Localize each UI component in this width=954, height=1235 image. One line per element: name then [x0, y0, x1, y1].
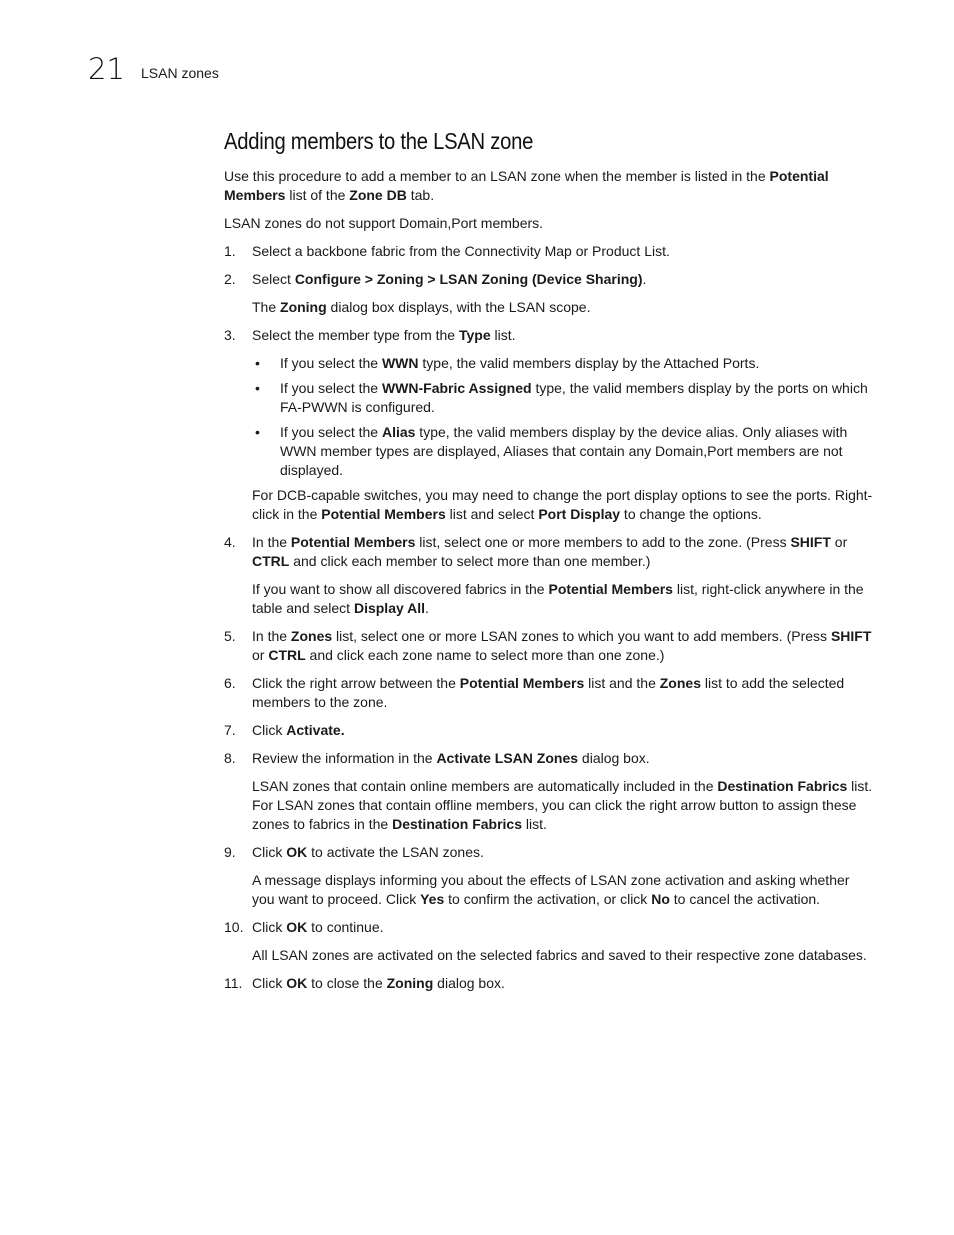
step-note: LSAN zones that contain online members are automatically included in the Destination Fabrics list. For LSAN zones that contain offline members, you can click the right arrow button to assign these zones to fabrics in the Destination Fabrics list. — [252, 778, 873, 832]
step-number: 7. — [224, 722, 236, 738]
ui-term: Potential Members — [224, 168, 829, 203]
step-number: 5. — [224, 628, 236, 644]
intro-paragraph: Use this procedure to add a member to an LSAN zone when the member is listed in the Potential Members list of the Zone DB tab. — [224, 168, 829, 203]
ui-term: Potential Members — [290, 534, 416, 550]
ui-term: Potential Members — [321, 506, 446, 522]
step-number: 8. — [224, 750, 236, 766]
step-number: 11. — [224, 975, 243, 991]
step-number: 1. — [224, 243, 236, 259]
step-item: 5. In the Zones list, select one or more LSAN zones to which you want to add members. (Press SHIFT or CTRL and click each zone name to select more than one zone.) — [224, 628, 872, 663]
step-item: 7. Click Activate. — [224, 722, 345, 738]
bullet-icon: • — [255, 380, 260, 396]
ui-term: Activate. — [286, 722, 345, 738]
ui-term: Destination Fabrics — [392, 816, 522, 832]
ui-term: WWN — [381, 355, 419, 371]
ui-term: Zones — [659, 675, 701, 691]
ui-term: Zones — [290, 628, 333, 644]
ui-term: Zoning — [280, 299, 327, 315]
ui-term: SHIFT — [830, 628, 872, 644]
step-item: 1. Select a backbone fabric from the Connectivity Map or Product List. — [224, 243, 670, 259]
ui-term: No — [651, 891, 670, 907]
intro — [224, 167, 874, 233]
step-note: A message displays informing you about the effects of LSAN zone activation and asking whether you want to proceed. Click Yes to confirm the activation, or click No to cancel the activation. — [252, 872, 850, 907]
ui-term: OK — [286, 919, 308, 935]
step-note: For DCB-capable switches, you may need to change the port display options to see the ports. Right-click in the Potential Members list and select Port Display to change the options. — [252, 487, 873, 522]
ui-term: Type — [458, 327, 491, 343]
intro-paragraph: LSAN zones do not support Domain,Port members. — [224, 215, 544, 231]
ui-term: Destination Fabrics — [717, 778, 848, 794]
step-item: 3. Select the member type from the Type list. — [224, 327, 516, 343]
step-number: 3. — [224, 327, 236, 343]
step-note: The Zoning dialog box displays, with the LSAN scope. — [252, 299, 591, 315]
bullet-icon: • — [255, 355, 260, 371]
bullet-icon: • — [255, 424, 260, 440]
main-content — [224, 128, 874, 1002]
ui-term: WWN-Fabric Assigned — [381, 380, 532, 396]
step-item: 10. Click OK to continue. — [224, 919, 384, 935]
ui-term: Potential Members — [548, 581, 673, 597]
step-number: 10. — [224, 919, 244, 935]
ui-term: Alias — [381, 424, 416, 440]
step-item: 4. In the Potential Members list, select one or more members to add to the zone. (Press SHIFT or CTRL and click each member to select more than one member.) — [224, 534, 848, 569]
step-item: 2. Select Configure > Zoning > LSAN Zoning (Device Sharing). — [224, 271, 647, 287]
section-title: Adding members to the LSAN zone — [224, 128, 534, 154]
step-item: 9. Click OK to activate the LSAN zones. — [224, 844, 484, 860]
step-note: If you want to show all discovered fabrics in the Potential Members list, right-click anywhere in the table and select Display All. — [252, 581, 864, 616]
ui-term: Activate LSAN Zones — [436, 750, 579, 766]
ui-term: Configure > Zoning > LSAN Zoning (Device Sharing) — [294, 271, 643, 287]
step-note: All LSAN zones are activated on the selected fabrics and saved to their respective zone databases. — [252, 947, 867, 963]
ui-term: CTRL — [268, 647, 306, 663]
bullet-item: • If you select the Alias type, the valid members display by the device alias. Only aliases with WWN member types are displayed, Aliases that contain any Domain,Port members are not displayed. — [255, 424, 848, 478]
running-title: LSAN zones — [141, 65, 219, 81]
ui-term: Zoning — [386, 975, 434, 991]
ui-term: Zone DB — [349, 187, 407, 203]
ui-term: Port Display — [538, 506, 621, 522]
ui-term: Potential Members — [459, 675, 585, 691]
ui-term: OK — [286, 844, 308, 860]
step-item: 6. Click the right arrow between the Potential Members list and the Zones list to add the selected members to the zone. — [224, 675, 845, 710]
ui-term: OK — [286, 975, 308, 991]
step-number: 2. — [224, 271, 236, 287]
ui-term: CTRL — [252, 553, 290, 569]
ui-term: Yes — [420, 891, 445, 907]
step-item: 11. Click OK to close the Zoning dialog box. — [224, 975, 505, 991]
ui-term: Display All — [353, 600, 426, 616]
step-number: 4. — [224, 534, 236, 550]
step-number: 6. — [224, 675, 236, 691]
step-item: 8. Review the information in the Activate LSAN Zones dialog box. — [224, 750, 650, 766]
bullet-item: • If you select the WWN type, the valid members display by the Attached Ports. — [255, 355, 760, 371]
bullet-item: • If you select the WWN-Fabric Assigned type, the valid members display by the ports on which FA-PWWN is configured. — [255, 380, 868, 415]
chapter-number: 21 — [88, 52, 125, 86]
procedure-steps — [224, 242, 874, 993]
step-number: 9. — [224, 844, 236, 860]
ui-term: SHIFT — [790, 534, 831, 550]
